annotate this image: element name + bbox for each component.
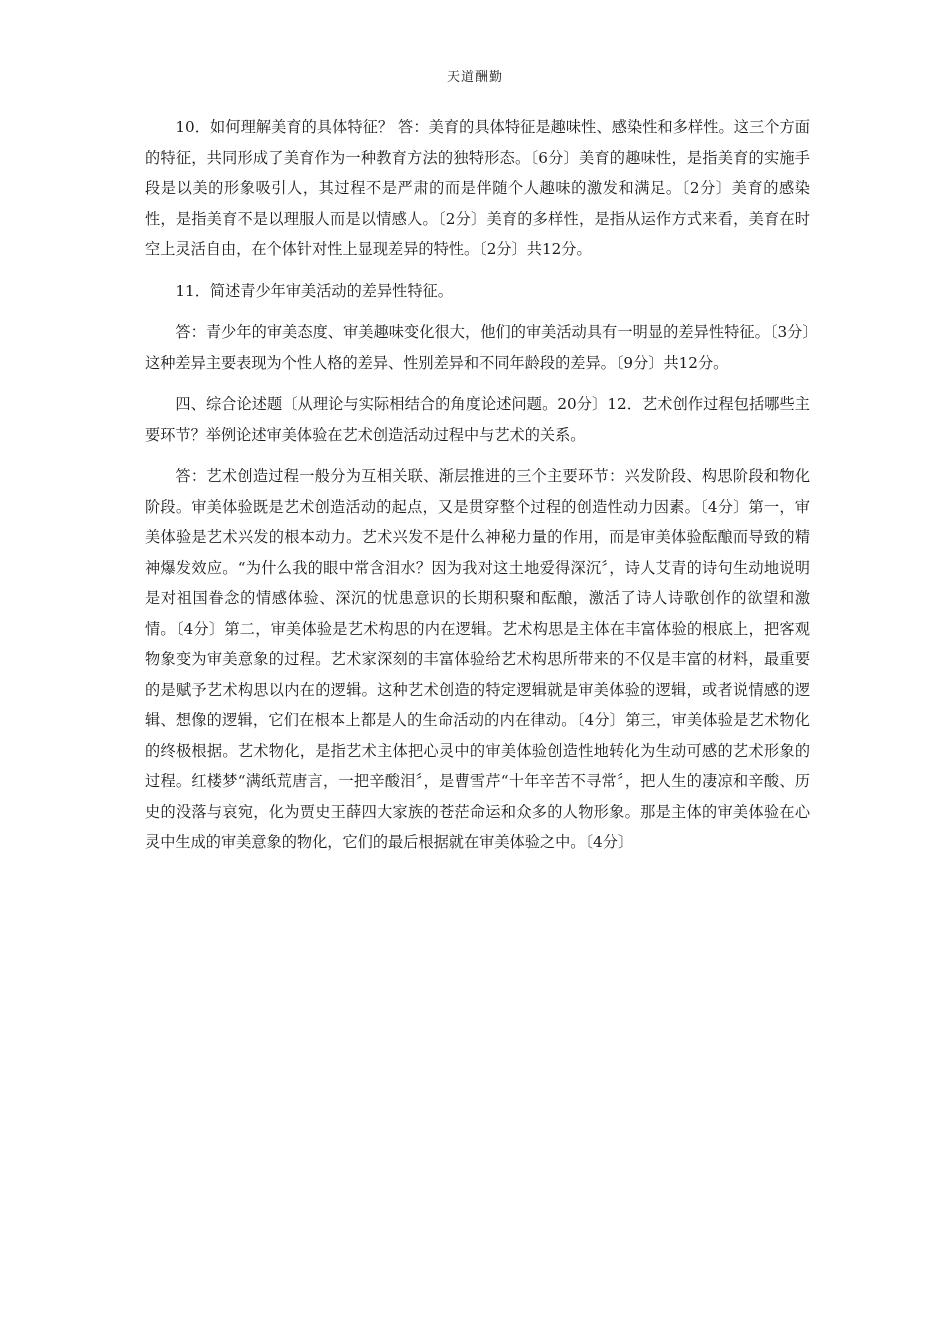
paragraph-question-10: 10．如何理解美育的具体特征？ 答：美育的具体特征是趣味性、感染性和多样性。这三个方面的特征，共同形成了美育作为一种教育方法的独特形态。〔6分〕美育的趣味性，是指美育的实施手段是以美的形象吸引人，其过程不是严肃的而是伴随个人趣味的激发和满足。〔2分〕美育的感染性，是指美育不是以理服人而是以情感人。〔2分〕美育的多样性，是指从运作方式来看，美育在时空上灵活自由，在个体针对性上显现差异的特性。〔2分〕共12分。 — [145, 118, 810, 258]
paragraph-question-12: 四、综合论述题〔从理论与实际相结合的角度论述问题。20分〕12．艺术创作过程包括哪些主要环节？举例论述审美体验在艺术创造活动过程中与艺术的关系。 — [145, 395, 810, 444]
paragraph-answer-11: 答：青少年的审美态度、审美趣味变化很大，他们的审美活动具有一明显的差异性特征。〔3分〕这种差异主要表现为个性人格的差异、性别差异和不同年龄段的差异。〔9分〕共12分。 — [145, 323, 810, 372]
page-header: 天道酬勤 — [446, 70, 503, 85]
document-body — [145, 112, 810, 869]
paragraph-question-11: 11．简述青少年审美活动的差异性特征。 — [175, 281, 453, 300]
paragraph-answer-12: 答：艺术创造过程一般分为互相关联、渐层推进的三个主要环节：兴发阶段、构思阶段和物化阶段。审美体验既是艺术创造活动的起点，又是贯穿整个过程的创造性动力因素。〔4分〕第一，审美体验是艺术兴发的根本动力。艺术兴发不是什么神秘力量的作用，而是审美体验酝酿而导致的精神爆发效应。“为什么我的眼中常含泪水？因为我对这土地爱得深沉〞，诗人艾青的诗句生动地说明是对祖国眷念的情感体验、深沉的忧患意识的长期积聚和酝酿，激活了诗人诗歌创作的欲望和激情。〔4分〕第二，审美体验是艺术构思的内在逻辑。艺术构思是主体在丰富体验的根底上，把客观物象变为审美意象的过程。艺术家深刻的丰富体验给艺术构思所带来的不仅是丰富的材料，最重要的是赋予艺术构思以内在的逻辑。这种艺术创造的特定逻辑就是审美体验的逻辑，或者说情感的逻辑、想像的逻辑，它们在根本上都是人的生命活动的内在律动。〔4分〕第三，审美体验是艺术物化的终极根据。艺术物化，是指艺术主体把心灵中的审美体验创造性地转化为生动可感的艺术形象的过程。红楼梦“满纸荒唐言，一把辛酸泪〞，是曹雪芹“十年辛苦不寻常〞，把人生的凄凉和辛酸、历史的没落与哀宛，化为贾史王薛四大家族的苍茫命运和众多的人物形象。那是主体的审美体验在心灵中生成的审美意象的物化，它们的最后根据就在审美体验之中。〔4分〕 — [145, 467, 810, 851]
